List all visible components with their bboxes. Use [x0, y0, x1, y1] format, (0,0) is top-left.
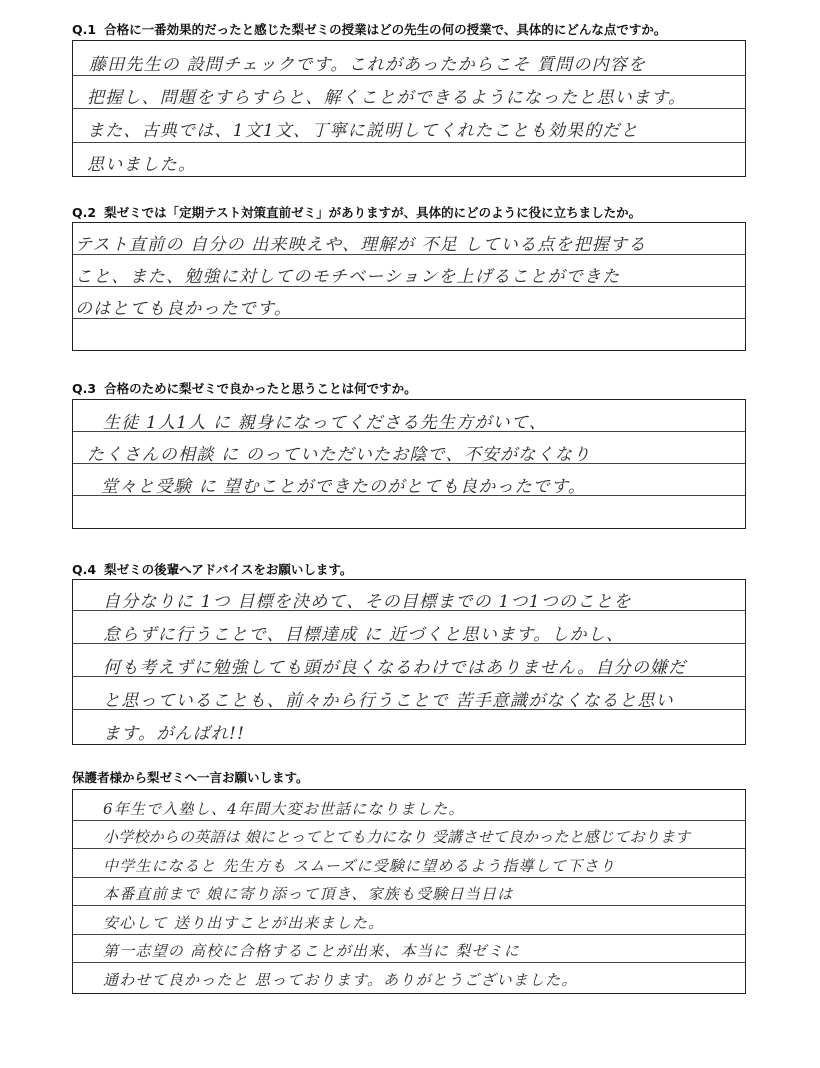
answer-rule: [73, 905, 745, 906]
answer-rule: [73, 877, 745, 878]
question-1-text: 合格に一番効果的だったと感じた梨ゼミの授業はどの先生の何の授業で、具体的にどんな点ですか。: [104, 22, 667, 37]
answer-rule: [73, 142, 745, 143]
answer-3-box: [72, 399, 746, 529]
question-2-number: Q.2: [72, 205, 97, 220]
answer-4-box: [72, 579, 746, 745]
question-2-title: [72, 205, 748, 221]
answer-4-line-5: ます。がんばれ!!: [103, 724, 246, 744]
guardian-section: [72, 770, 748, 1000]
guardian-line-2: 小学校からの英語は 娘にとってとても力になり 受講させて良かったと感じております: [103, 828, 691, 846]
answer-3-line-1: 生徒 1人1人 に 親身になってくださる先生方がいて、: [103, 413, 547, 433]
guardian-line-1: 6年生で入塾し、4年間大変お世話になりました。: [103, 800, 465, 818]
question-4-number: Q.4: [72, 562, 97, 577]
question-4-section: [72, 562, 748, 752]
answer-2-box: [72, 222, 746, 351]
answer-1-box: [72, 40, 746, 177]
answer-1-line-4: 思いました。: [87, 155, 197, 175]
guardian-line-3: 中学生になると 先生方も スムーズに受験に望めるよう指導して下さり: [103, 857, 616, 875]
question-1-section: [72, 22, 748, 182]
answer-rule: [73, 820, 745, 821]
question-2-section: [72, 205, 748, 355]
question-4-title: [72, 562, 748, 578]
answer-rule: [73, 75, 745, 76]
guardian-title: 保護者様から梨ゼミへ一言お願いします。: [72, 770, 309, 785]
answer-4-line-2: 怠らずに行うことで、目標達成 に 近づくと思います。しかし、: [103, 625, 625, 645]
answer-3-line-3: 堂々と受験 に 望むことができたのがとても良かったです。: [101, 477, 587, 497]
answer-4-line-4: と思っていることも、前々から行うことで 苦手意識がなくなると思い: [103, 691, 674, 711]
question-3-title: [72, 381, 748, 397]
answer-1-line-2: 把握し、問題をすらすらと、解くことができるようになったと思います。: [87, 88, 687, 108]
answer-4-line-1: 自分なりに 1つ 目標を決めて、その目標までの 1つ1つのことを: [103, 592, 632, 612]
answer-3-line-2: たくさんの相談 に のっていただいたお陰で、不安がなくなり: [87, 445, 592, 465]
guardian-answer-box: [72, 789, 746, 994]
answer-rule: [73, 848, 745, 849]
question-3-text: 合格のために梨ゼミで良かったと思うことは何ですか。: [104, 381, 417, 396]
answer-2-line-3: のはとても良かったです。: [75, 299, 293, 319]
answer-rule: [73, 962, 745, 963]
answer-2-line-1: テスト直前の 自分の 出来映えや、理解が 不足 している点を把握する: [75, 235, 647, 255]
question-1-title: [72, 22, 748, 38]
guardian-line-6: 第一志望の 高校に合格することが出来、本当に 梨ゼミに: [103, 942, 520, 960]
question-4-text: 梨ゼミの後輩へアドバイスをお願いします。: [104, 562, 353, 577]
question-3-section: [72, 381, 748, 531]
question-1-number: Q.1: [72, 22, 97, 37]
answer-1-line-3: また、古典では、1文1文、丁寧に説明してくれたことも効果的だと: [87, 121, 639, 141]
guardian-line-7: 通わせて良かったと 思っております。ありがとうございました。: [103, 971, 578, 989]
answer-1-line-1: 藤田先生の 設問チェックです。これがあったからこそ 質問の内容を: [89, 55, 647, 75]
question-2-text: 梨ゼミでは「定期テスト対策直前ゼミ」がありますが、具体的にどのように役に立ちましたか。: [104, 205, 642, 220]
answer-rule: [73, 934, 745, 935]
answer-rule: [73, 108, 745, 109]
guardian-line-5: 安心して 送り出すことが出来ました。: [103, 914, 385, 932]
answer-2-line-2: こと、また、勉強に対してのモチベーションを上げることができた: [75, 267, 621, 287]
guardian-line-4: 本番直前まで 娘に寄り添って頂き、家族も受験日当日は: [103, 885, 514, 903]
question-3-number: Q.3: [72, 381, 97, 396]
answer-4-line-3: 何も考えずに勉強しても頭が良くなるわけではありません。自分の嫌だ: [103, 658, 687, 678]
